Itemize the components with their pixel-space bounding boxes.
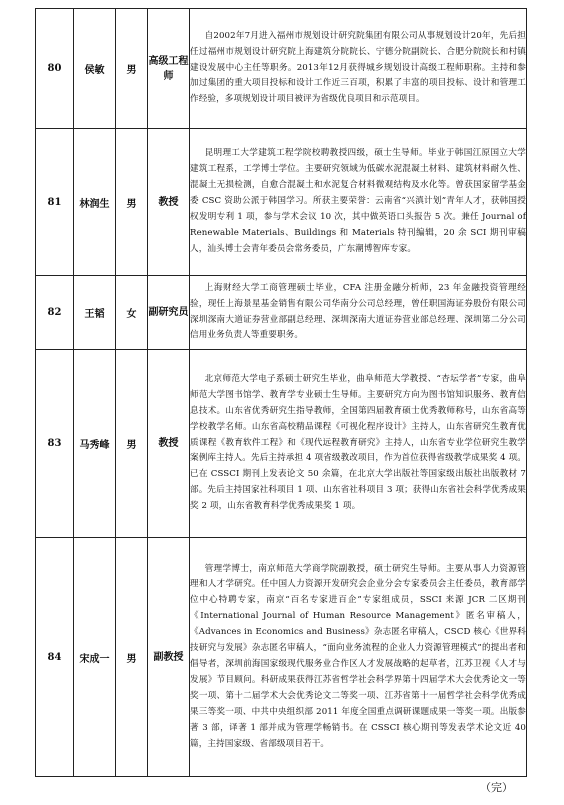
table-row: [36, 276, 527, 350]
professional-title: 高级工程师: [148, 9, 190, 129]
gender: 女: [116, 276, 148, 350]
table-row: [36, 350, 527, 538]
biography: 北京师范大学电子系硕士研究生毕业，曲阜师范大学教授、“杏坛学者”专家，曲阜师范大学图书馆学、教育学专业硕士生导师。主要研究方向为图书馆知识服务、教育信息技术。山东省优秀研究生指导教师，全国第四届教育硕士优秀教师称号，山东省高等学校教学名师。山东省高校精品课程《可视化程序设计》主持人，山东省研究生教育优质课程《教育软件工程》和《现代远程教育研究》主持人，山东省专业学位研究生教学案例库主持人。先后主持承担 4 项省级教改项目，作为首位获得省级教学成果奖 4 项。已在 CSSCI 期刊上发表论文 50 余篇，在北京大学出版社等国家级出版社出版教材 7 部。先后主持国家社科项目 1 项、山东省社科项目 3 项；获得山东省社会科学优秀成果奖 2 项，山东省教育科学优秀成果奖 1 项。: [190, 350, 527, 538]
table-row: [36, 538, 527, 777]
table-row: [36, 129, 527, 276]
biography: 上海财经大学工商管理硕士毕业，CFA 注册金融分析师，23 年金融投资管理经验，现任上海景星基金销售有限公司华南分公司总经理，曾任职国海证券股份有限公司深圳深南大道证券营业部副总经理、深圳深南大道证券营业部总经理、深圳第二分公司信用业务负责人等重要职务。: [190, 276, 527, 350]
professional-title: 副教授: [148, 538, 190, 777]
end-mark: （完）: [480, 781, 513, 794]
table-row: [36, 9, 527, 129]
gender: 男: [116, 538, 148, 777]
professional-title: 教授: [148, 129, 190, 276]
professional-title: 教授: [148, 350, 190, 538]
row-number: 81: [36, 129, 74, 276]
gender: 男: [116, 350, 148, 538]
expert-roster-table: [35, 8, 527, 777]
professional-title: 副研究员: [148, 276, 190, 350]
gender: 男: [116, 129, 148, 276]
row-number: 82: [36, 276, 74, 350]
person-name: 侯敏: [74, 9, 116, 129]
person-name: 林润生: [74, 129, 116, 276]
person-name: 宋成一: [74, 538, 116, 777]
biography: 自2002年7月进入福州市规划设计研究院集团有限公司从事规划设计20年，先后担任过福州市规划设计研究院上海建筑分院院长、宁德分院副院长、合肥分院院长和村镇建设发展中心主任等职务。2013年12月获得城乡规划设计高级工程师职称。主持和参加过集团的重大项目投标和设计工作近三百项，积累了丰富的项目投标、设计和管理工作经验，多项规划设计项目被评为省级优良项目和示范项目。: [190, 9, 527, 129]
biography: 管理学博士，南京师范大学商学院副教授，硕士研究生导师。主要从事人力资源管理和人才学研究。任中国人力资源开发研究会企业分会专家委员会主任委员，教育部学位中心特聘专家，南京“百名专家进百企”专家组成员，SSCI 来源 JCR 二区期刊《International Journal of Human Resource Management》匿名审稿人，《Advances in Economics and Business》杂志匿名审稿人，CSCD 核心《世界科技研究与发展》杂志匿名审稿人，“面向业务流程的企业人力资源管理模式”的提出者和倡导者，深圳前海国家级现代服务业合作区人才发展战略的起草者，江苏卫视《人才与发展》节目顾问。科研成果获得江苏省哲学社会科学界第十四届学术大会优秀论文一等奖一项、第十二届学术大会优秀论文二等奖一项、江苏省第十一届哲学社会科学优秀成果三等奖一项、中共中央组织部 2011 年度全国重点调研课题成果一等奖一项。出版参著 3 部，译著 1 部并成为管理学畅销书。在 CSSCI 核心期刊等发表学术论文近 40 篇，主持国家级、省部级项目若干。: [190, 538, 527, 777]
row-number: 83: [36, 350, 74, 538]
biography: 昆明理工大学建筑工程学院校聘教授四级，硕士生导师。毕业于韩国江原国立大学建筑工程系，工学博士学位。主要研究领域为低碳水泥混凝土材料、建筑材料耐久性、混凝土无损检测，自愈合混凝土和水泥复合材料微观结构及水化等。曾获国家留学基金委 CSC 资助公派于韩国学习。所获主要荣誉：云南省“兴滇计划”青年人才，获韩国授权发明专利 1 项，参与学术会议 10 次，其中做英语口头报告 5 次。兼任 Journal of Renewable Materials、Buildings 和 Materials 特刊编辑，20 余 SCI 期刊审稿人，汕头博士会青年委员会常务委员，广东潮博智库专家。: [190, 129, 527, 276]
gender: 男: [116, 9, 148, 129]
row-number: 80: [36, 9, 74, 129]
row-number: 84: [36, 538, 74, 777]
person-name: 马秀峰: [74, 350, 116, 538]
person-name: 王韬: [74, 276, 116, 350]
